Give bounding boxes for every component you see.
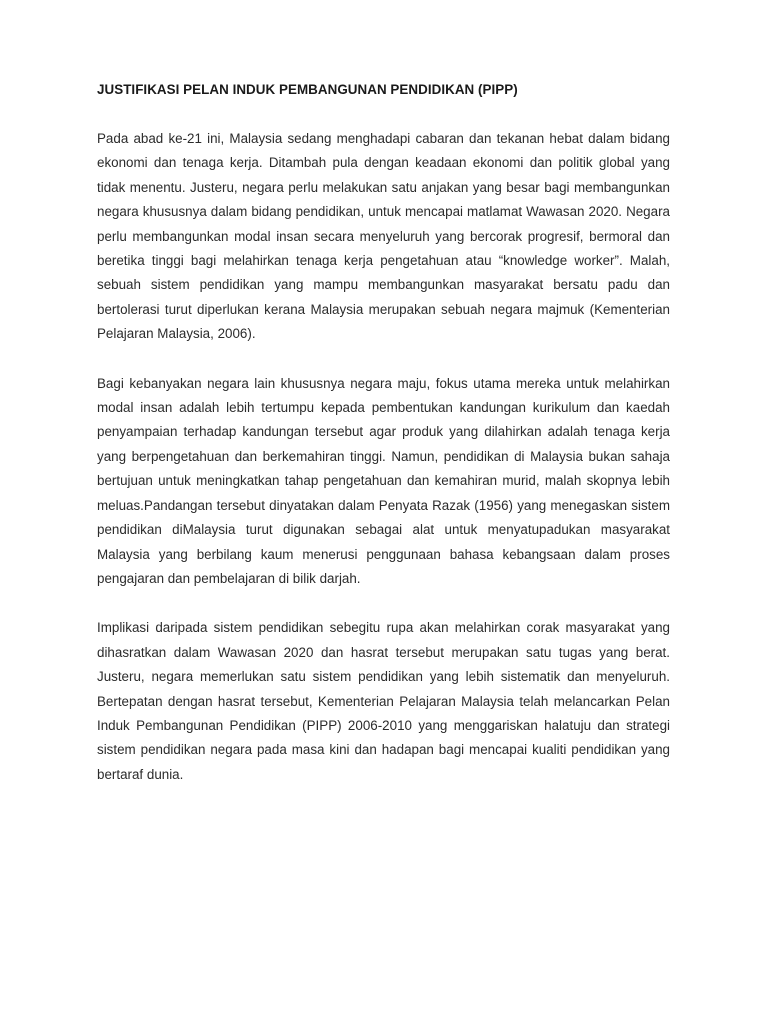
paragraph-3: Implikasi daripada sistem pendidikan sebegitu rupa akan melahirkan corak masyarakat yang dihasratkan dalam Wawasan 2020 dan hasrat tersebut merupakan satu tugas yang berat. Justeru, negara memerlukan satu sistem pendidikan yang lebih sistematik dan menyeluruh. Bertepatan dengan hasrat tersebut, Kementerian Pelajaran Malaysia telah melancarkan Pelan Induk Pembangunan Pendidikan (PIPP) 2006-2010 yang menggariskan halatuju dan strategi sistem pendidikan negara pada masa kini dan hadapan bagi mencapai kualiti pendidikan yang bertaraf dunia. [97, 620, 670, 782]
document-body [97, 79, 670, 787]
paragraph-1: Pada abad ke-21 ini, Malaysia sedang menghadapi cabaran dan tekanan hebat dalam bidang ekonomi dan tenaga kerja. Ditambah pula dengan keadaan ekonomi dan politik global yang tidak menentu. Justeru, negara perlu melakukan satu anjakan yang besar bagi membangunkan negara khususnya dalam bidang pendidikan, untuk mencapai matlamat Wawasan 2020. Negara perlu membangunkan modal insan secara menyeluruh yang bercorak progresif, bermoral dan beretika tinggi bagi melahirkan tenaga kerja pengetahuan atau “knowledge worker”. Malah, sebuah sistem pendidikan yang mampu membangunkan masyarakat bersatu padu dan bertolerasi turut diperlukan kerana Malaysia merupakan sebuah negara majmuk (Kementerian Pelajaran Malaysia, 2006). [97, 131, 670, 342]
paragraph-2: Bagi kebanyakan negara lain khususnya negara maju, fokus utama mereka untuk melahirkan modal insan adalah lebih tertumpu kepada pembentukan kandungan kurikulum dan kaedah penyampaian terhadap kandungan tersebut agar produk yang dilahirkan adalah tenaga kerja yang berpengetahuan dan berkemahiran tinggi. Namun, pendidikan di Malaysia bukan sahaja bertujuan untuk meningkatkan tahap pengetahuan dan kemahiran murid, malah skopnya lebih meluas.Pandangan tersebut dinyatakan dalam Penyata Razak (1956) yang menegaskan sistem pendidikan diMalaysia turut digunakan sebagai alat untuk menyatupadukan masyarakat Malaysia yang berbilang kaum menerusi penggunaan bahasa kebangsaan dalam proses pengajaran dan pembelajaran di bilik darjah. [97, 375, 670, 586]
document-title: JUSTIFIKASI PELAN INDUK PEMBANGUNAN PENDIDIKAN (PIPP) [97, 82, 518, 97]
